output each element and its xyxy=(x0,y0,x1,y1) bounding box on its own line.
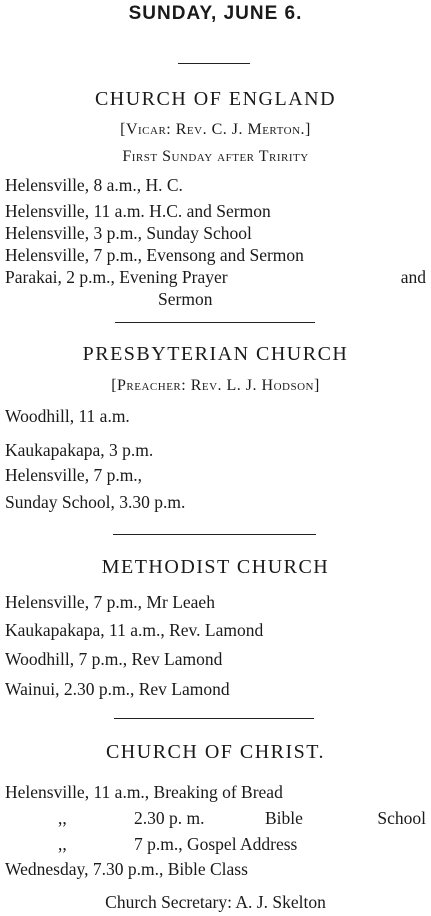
section-heading-presbyterian-church: PRESBYTERIAN CHURCH xyxy=(82,343,349,365)
occasion-line: First Sunday after Tririty xyxy=(122,148,309,165)
church-secretary-line: Church Secretary: A. J. Skelton xyxy=(105,892,326,912)
divider xyxy=(115,322,315,323)
service-entry: Helensville, 8 a.m., H. C. xyxy=(5,175,183,195)
service-entry-text: 2.30 p. m. xyxy=(134,808,205,828)
service-entry-text: and xyxy=(400,267,426,287)
service-entry-text: School xyxy=(377,808,426,828)
preacher-line: [Preacher: Rev. L. J. Hodson] xyxy=(111,377,320,394)
service-entry: Sunday School, 3.30 p.m. xyxy=(5,492,186,512)
service-entry-text: Parakai, 2 p.m., Evening Prayer xyxy=(5,267,228,287)
divider xyxy=(114,718,314,719)
ditto-mark: ,, xyxy=(58,834,67,854)
service-entry-continuation: Sermon xyxy=(158,289,213,309)
service-entry: Wainui, 2.30 p.m., Rev Lamond xyxy=(5,679,230,699)
divider xyxy=(178,63,250,64)
service-entry-parakai xyxy=(0,269,426,287)
service-entry-text: 7 p.m., Gospel Address xyxy=(134,834,298,854)
service-entry: Helensville, 7 p.m., Mr Leaeh xyxy=(5,592,215,612)
service-entry: Helensville, 11 a.m., Breaking of Bread xyxy=(5,782,283,802)
section-heading-church-of-england: CHURCH OF ENGLAND xyxy=(94,88,337,110)
divider xyxy=(113,534,316,535)
service-entry: Helensville, 11 a.m. H.C. and Sermon xyxy=(5,201,271,221)
service-entry: Wednesday, 7.30 p.m., Bible Class xyxy=(5,859,248,879)
ditto-mark: ,, xyxy=(58,808,67,828)
service-entry: Woodhill, 11 a.m. xyxy=(5,406,130,426)
service-entry: Kaukapakapa, 3 p.m. xyxy=(5,440,154,460)
service-entry: Helensville, 3 p.m., Sunday School xyxy=(5,223,252,243)
vicar-line: [Vicar: Rev. C. J. Merton.] xyxy=(120,121,311,138)
service-entry: Helensville, 7 p.m., Evensong and Sermon xyxy=(5,245,304,265)
service-entry: Helensville, 7 p.m., xyxy=(5,465,143,485)
section-heading-church-of-christ: CHURCH OF CHRIST. xyxy=(105,741,326,763)
section-heading-methodist-church: METHODIST CHURCH xyxy=(101,556,330,578)
page-masthead: SUNDAY, JUNE 6. xyxy=(128,3,303,24)
service-entry: Kaukapakapa, 11 a.m., Rev. Lamond xyxy=(5,620,264,640)
service-entry-text: Bible xyxy=(265,808,303,828)
service-entry: Woodhill, 7 p.m., Rev Lamond xyxy=(5,649,223,669)
